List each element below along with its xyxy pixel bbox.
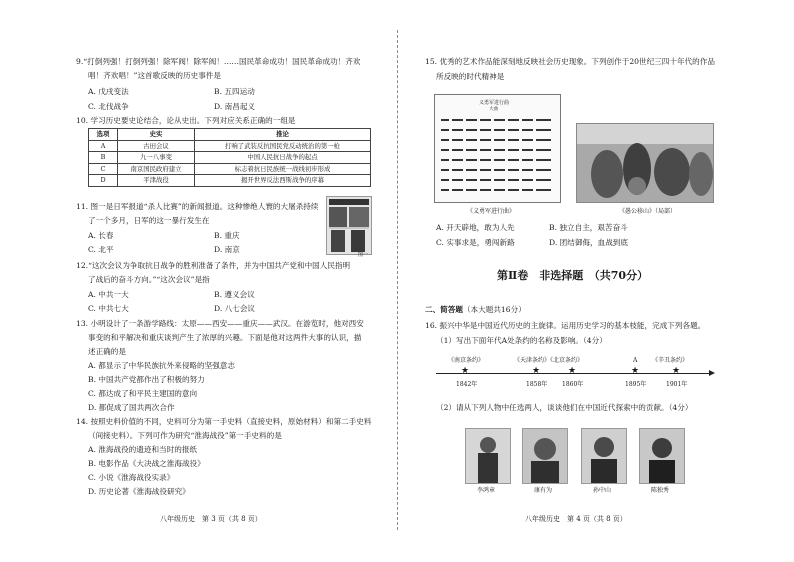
portrait-graphic — [582, 429, 626, 483]
q10-cell: 打响了武装反抗国民党反动统治的第一枪 — [195, 140, 371, 152]
part2-note: （本大题共16分） — [462, 305, 526, 314]
q10-cell: B — [89, 152, 118, 164]
q10-cell: 九一八事变 — [118, 152, 195, 164]
q14-option-d[interactable]: D. 历史论著《淮海战役研究》 — [88, 487, 190, 496]
q10-table-header — [89, 129, 371, 141]
q10-cell: D — [89, 175, 118, 187]
q12-option-d[interactable]: D. 八七会议 — [214, 304, 256, 313]
person-name-sun-zhongshan: 孙中山 — [593, 487, 612, 494]
q12-stem-line1: 12.“这次会议为争取抗日战争的胜利准备了条件，并为中国共产党和中国人民指明 — [76, 261, 351, 270]
q14-option-b[interactable]: B. 电影作品《大决战之淮海战役》 — [88, 459, 205, 468]
score-caption: 《义勇军进行曲》 — [467, 208, 516, 215]
right-page-footer: 八年级历史 第 4 页（共 8 页） — [525, 515, 627, 523]
q12-stem-line2: 了战后的奋斗方向。”“这次会议”是指 — [88, 275, 210, 284]
q11-option-d[interactable]: D. 南京 — [214, 245, 240, 254]
q15-option-c[interactable]: C. 实事求是，勇闯新路 — [436, 238, 515, 247]
q16-subquestion-2: （2）请从下列人物中任选两人，谈谈他们在中国近代探索中的贡献。（4分） — [436, 403, 693, 412]
painting-caption: 《愚公移山》（局部） — [619, 208, 677, 215]
portrait-kang-youwei — [522, 428, 568, 484]
q13-option-b[interactable]: B. 中国共产党都作出了积极的努力 — [88, 375, 205, 384]
q11-stem-line1: 11. 图一是日军报道“杀人比赛”的新闻报道。这种惨绝人寰的大屠杀持续 — [76, 202, 319, 211]
star-icon: ★ — [672, 366, 681, 376]
q11-option-a[interactable]: A. 长春 — [88, 231, 114, 240]
q14-option-a[interactable]: A. 淮海战役的遗迹和当时的报纸 — [88, 445, 198, 454]
q13-option-d[interactable]: D. 都促成了国共两次合作 — [88, 403, 175, 412]
star-icon: ★ — [568, 366, 577, 376]
sheet-music-image — [434, 94, 561, 203]
star-icon: ★ — [532, 366, 541, 376]
person-name-li-hongzhang: 李鸿章 — [477, 487, 496, 494]
q9-option-c[interactable]: C. 北伐战争 — [88, 102, 129, 111]
portrait-sun-zhongshan — [581, 428, 627, 484]
part2-label: 二、简答题 — [425, 305, 463, 314]
q11-option-b[interactable]: B. 重庆 — [214, 231, 240, 240]
left-page-footer: 八年级历史 第 3 页（共 8 页） — [160, 515, 262, 523]
q15-option-a[interactable]: A. 开天辟地，敢为人先 — [436, 223, 515, 232]
timeline-year: 1901年 — [666, 381, 688, 388]
q10-cell: C — [89, 163, 118, 175]
person-name-chen-duxiu: 陈独秀 — [651, 487, 670, 494]
q9-stem-line1: 9.“打倒列强！打倒列强！除军阀！除军阀！……国民革命成功！国民革命成功！齐欢 — [76, 57, 361, 66]
timeline-year: 1860年 — [562, 381, 584, 388]
q13-option-a[interactable]: A. 都显示了中华民族抗外来侵略的坚强意志 — [88, 361, 235, 370]
portrait-chen-duxiu — [639, 428, 685, 484]
q10-cell: 中国人民抗日战争的起点 — [195, 152, 371, 164]
q10-cell: 古田会议 — [118, 140, 195, 152]
timeline-label-a: A — [633, 357, 638, 364]
painting-image — [576, 123, 714, 203]
q15-option-b[interactable]: B. 独立自主，艰苦奋斗 — [549, 223, 628, 232]
portrait-graphic — [466, 429, 510, 483]
q10-header-fact: 史实 — [118, 129, 195, 141]
q10-header-inference: 推论 — [195, 129, 371, 141]
timeline-label-tianjin-beijing: 《天津条约》《北京条约》 — [514, 357, 584, 364]
q15-option-d[interactable]: D. 团结御侮，血战到底 — [549, 238, 628, 247]
q9-option-b[interactable]: B. 五四运动 — [214, 87, 255, 96]
score-title: 义勇军进行曲 — [479, 100, 510, 106]
q9-option-d[interactable]: D. 南昌起义 — [214, 102, 256, 111]
q14-option-c[interactable]: C. 小说《淮海战役实录》 — [88, 473, 175, 482]
q10-cell: 南京国民政府建立 — [118, 163, 195, 175]
portrait-graphic — [640, 429, 684, 483]
table-row — [89, 163, 371, 175]
portrait-li-hongzhang — [465, 428, 511, 484]
star-icon: ★ — [631, 366, 640, 376]
timeline-label-nanjing: 《南京条约》 — [448, 357, 485, 364]
page-divider — [397, 30, 398, 530]
q13-stem-line1: 13. 小明设计了一条游学路线：太原——西安——重庆——武汉。在游览时，他对西安 — [76, 319, 364, 328]
q15-stem-line1: 15. 优秀的艺术作品能深刻地反映社会历史现象。下列创作于20世纪三四十年代的作品 — [425, 57, 715, 66]
portrait-graphic — [523, 429, 567, 483]
timeline-label-xinchou: 《辛丑条约》 — [652, 357, 689, 364]
q10-cell: 平津战役 — [118, 175, 195, 187]
score-subtitle: 大曲 — [489, 107, 498, 112]
star-icon: ★ — [461, 366, 470, 376]
q11-stem-line2: 了一个多月，日军的这一暴行发生在 — [88, 216, 210, 225]
table-row — [89, 152, 371, 164]
q13-option-c[interactable]: C. 都达成了和平民主建国的意向 — [88, 389, 198, 398]
part2-heading — [425, 306, 526, 314]
q15-stem-line2: 所反映的时代精神是 — [436, 72, 505, 81]
timeline-arrow-icon — [709, 370, 715, 376]
q10-cell: 标志着抗日民族统一战线初步形成 — [195, 163, 371, 175]
newspaper-clipping-image — [326, 196, 372, 255]
table-row — [89, 140, 371, 152]
q11-option-c[interactable]: C. 北平 — [88, 245, 114, 254]
timeline-year: 1858年 — [526, 381, 548, 388]
score-notation-graphic — [439, 117, 555, 197]
timeline-year: 1895年 — [625, 381, 647, 388]
q10-cell: 揭开世界反法西斯战争的序幕 — [195, 175, 371, 187]
timeline-year: 1842年 — [456, 381, 478, 388]
q13-stem-line2: 事变的和平解决和重庆谈判产生了浓厚的兴趣。下面是他对这两件大事的认识，描 — [88, 333, 362, 342]
q10-stem: 10. 学习历史要史论结合，论从史出。下列对应关系正确的一组是 — [76, 116, 296, 125]
q14-stem-line1: 14. 按照史料价值的不同，史料可分为第一手史料（直接史料，原始材料）和第二手史料 — [76, 417, 372, 426]
q16-stem: 16. 振兴中华是中国近代历史的主旋律。运用历史学习的基本枝能，完成下列各题。 — [425, 321, 706, 330]
newspaper-clipping-graphic — [327, 197, 371, 254]
painting-graphic — [577, 124, 713, 202]
table-row — [89, 175, 371, 187]
section-title: 第Ⅱ卷 非选择题 （共70分） — [497, 269, 649, 282]
q16-subquestion-1: （1）写出下面年代A处条约的名称及影响。（4分） — [436, 336, 607, 345]
q12-option-c[interactable]: C. 中共七大 — [88, 304, 129, 313]
newspaper-caption: 图一 — [358, 252, 369, 258]
q10-table — [88, 128, 371, 187]
q10-cell: A — [89, 140, 118, 152]
q12-option-a[interactable]: A. 中共一大 — [88, 290, 129, 299]
q10-header-option: 选项 — [89, 129, 118, 141]
q13-stem-line3: 述正确的是 — [88, 347, 126, 356]
q9-stem-line2: 唱！齐欢唱！”这首歌反映的历史事件是 — [88, 71, 221, 80]
q12-option-b[interactable]: B. 遵义会议 — [214, 290, 255, 299]
person-name-kang-youwei: 康有为 — [534, 487, 553, 494]
q14-stem-line2: （间接史料）。下列可作为研究“淮海战役”第一手史料的是 — [88, 431, 282, 440]
q9-option-a[interactable]: A. 戊戌变法 — [88, 87, 129, 96]
